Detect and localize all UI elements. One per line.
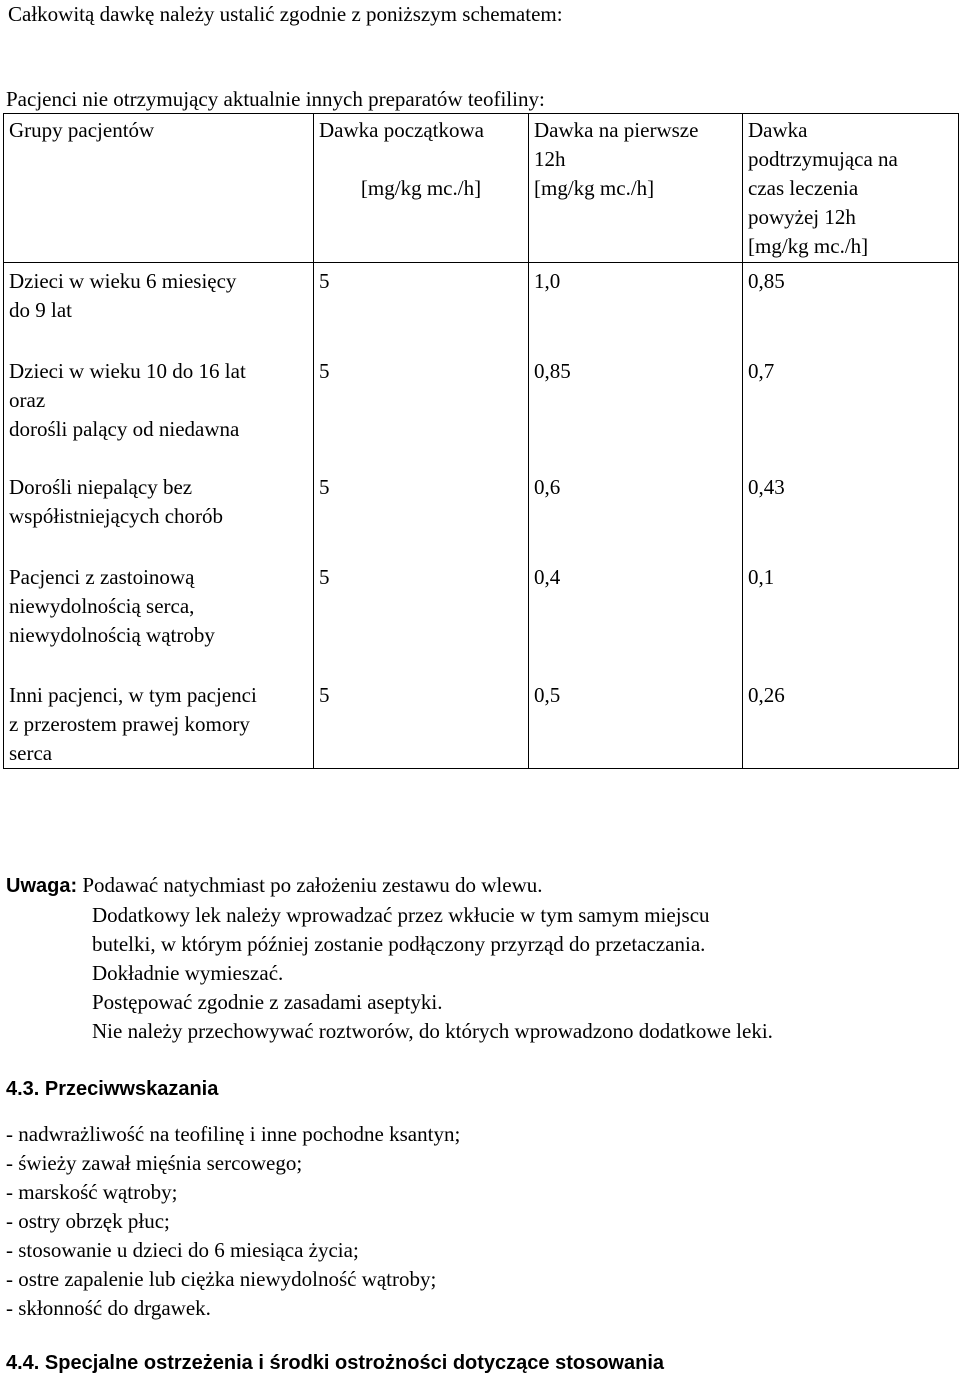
header-text: Dawka na pierwsze — [534, 118, 699, 142]
cell-initial: 5 — [314, 355, 529, 471]
list-item: - nadwrażliwość na teofilinę i inne pochodne ksantyn; — [6, 1122, 461, 1146]
cell-first: 0,4 — [529, 561, 743, 679]
note-label: Uwaga: — [6, 875, 78, 897]
cell-maint: 0,26 — [743, 679, 959, 769]
header-text: 12h — [534, 147, 566, 171]
table-row — [4, 471, 959, 561]
header-text: Grupy pacjentów — [9, 118, 155, 142]
note-line: Postępować zgodnie z zasadami aseptyki. — [92, 990, 443, 1014]
note-line: Uwaga: Podawać natychmiast po założeniu zestawu do wlewu. — [6, 873, 543, 897]
header-text: podtrzymująca na — [748, 147, 898, 171]
intro-text: Całkowitą dawkę należy ustalić zgodnie z poniższym schematem: — [8, 2, 563, 26]
header-text: Dawka — [748, 118, 808, 142]
cell-group: Dorośli niepalący bez współistniejących chorób — [4, 471, 314, 561]
note-line: butelki, w którym później zostanie podłączony przyrząd do przetaczania. — [92, 932, 706, 956]
contraindications-list — [6, 1120, 460, 1323]
cell-maint: 0,43 — [743, 471, 959, 561]
cell-group: Inni pacjenci, w tym pacjenci z przerostem prawej komory serca — [4, 679, 314, 769]
header-unit: [mg/kg mc./h] — [360, 176, 482, 200]
note-line: Dodatkowy lek należy wprowadzać przez wkłucie w tym samym miejscu — [92, 903, 710, 927]
cell-initial: 5 — [314, 679, 529, 769]
dosage-table — [3, 113, 959, 769]
list-item: - ostre zapalenie lub ciężka niewydolność wątroby; — [6, 1267, 437, 1291]
list-item: - ostry obrzęk płuc; — [6, 1209, 170, 1233]
cell-group: Dzieci w wieku 10 do 16 lat oraz dorośli palący od niedawna — [4, 355, 314, 471]
cell-maint: 0,85 — [743, 263, 959, 356]
cell-maint: 0,1 — [743, 561, 959, 679]
cell-first: 1,0 — [529, 263, 743, 356]
header-unit: [mg/kg mc./h] — [748, 234, 869, 258]
cell-initial: 5 — [314, 561, 529, 679]
header-first-12h-dose — [529, 114, 743, 263]
list-item: - skłonność do drgawek. — [6, 1296, 211, 1320]
header-text: czas leczenia — [748, 176, 859, 200]
note-block — [6, 871, 773, 1046]
cell-first: 0,6 — [529, 471, 743, 561]
header-initial-dose — [314, 114, 529, 263]
cell-group: Dzieci w wieku 6 miesięcy do 9 lat — [4, 263, 314, 356]
note-line: Dokładnie wymieszać. — [92, 961, 284, 985]
header-unit: [mg/kg mc./h] — [534, 176, 655, 200]
section-heading-contraindications: 4.3. Przeciwwskazania — [6, 1078, 219, 1100]
cell-first: 0,85 — [529, 355, 743, 471]
table-row — [4, 263, 959, 356]
table-row — [4, 355, 959, 471]
header-patient-groups — [4, 114, 314, 263]
table-caption: Pacjenci nie otrzymujący aktualnie innych preparatów teofiliny: — [6, 87, 545, 111]
section-heading-warnings: 4.4. Specjalne ostrzeżenia i środki ostrożności dotyczące stosowania — [6, 1352, 664, 1374]
list-item: - stosowanie u dzieci do 6 miesiąca życia; — [6, 1238, 359, 1262]
cell-group: Pacjenci z zastoinową niewydolnością serca, niewydolnością wątroby — [4, 561, 314, 679]
list-item: - świeży zawał mięśnia sercowego; — [6, 1151, 303, 1175]
header-text: Dawka początkowa — [319, 118, 485, 142]
list-item: - marskość wątroby; — [6, 1180, 178, 1204]
note-line: Nie należy przechowywać roztworów, do których wprowadzono dodatkowe leki. — [92, 1019, 773, 1043]
cell-maint: 0,7 — [743, 355, 959, 471]
header-maintenance-dose — [743, 114, 959, 263]
table-header-row — [4, 114, 959, 263]
table-row — [4, 561, 959, 679]
header-text: powyżej 12h — [748, 205, 856, 229]
cell-first: 0,5 — [529, 679, 743, 769]
cell-initial: 5 — [314, 263, 529, 356]
table-row — [4, 679, 959, 769]
cell-initial: 5 — [314, 471, 529, 561]
